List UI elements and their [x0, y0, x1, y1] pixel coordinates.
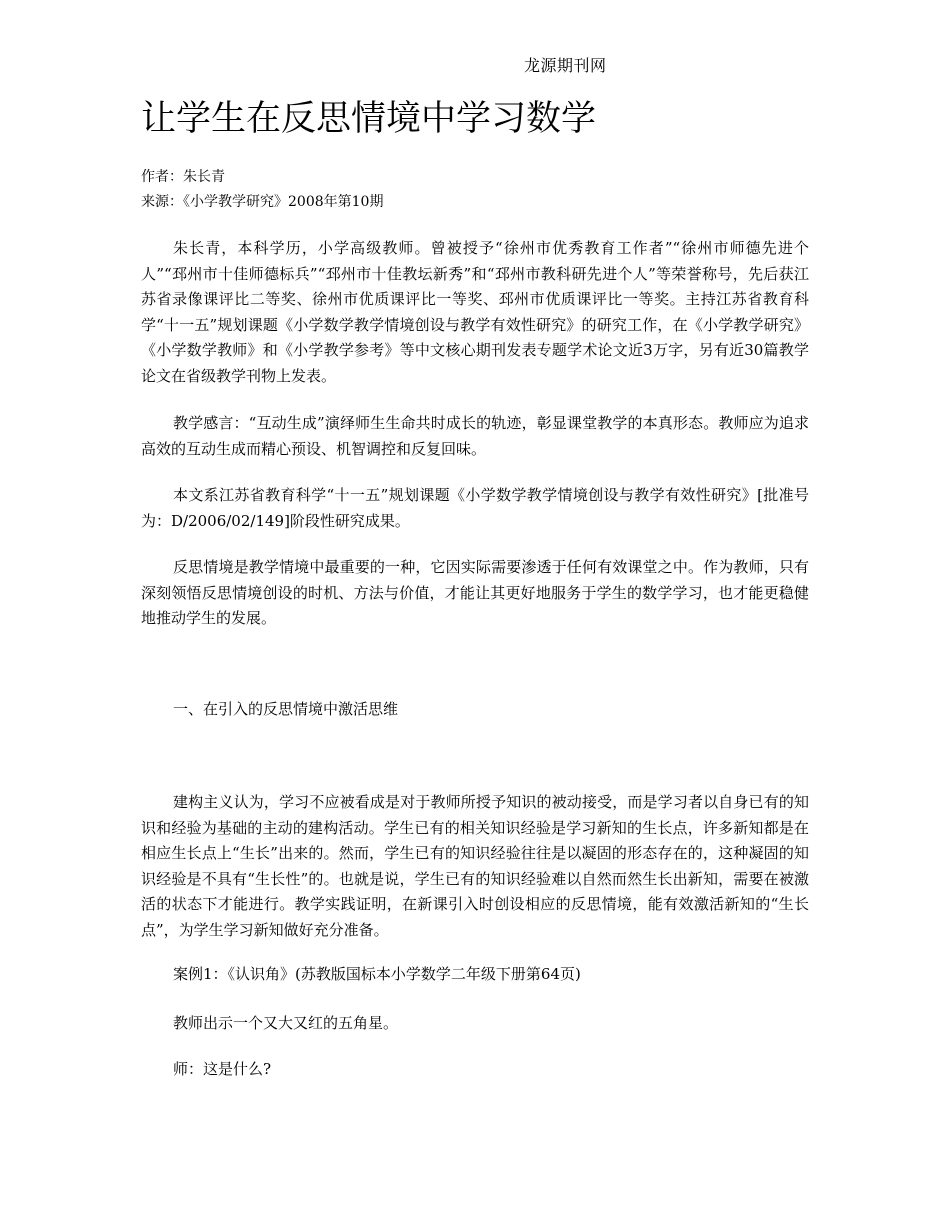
funding-note-paragraph: 本文系江苏省教育科学“十一五”规划课题《小学数学教学情境创设与教学有效性研究》[批准号为：D/2006/02/149]阶段性研究成果。	[141, 486, 809, 530]
author-line: 作者：朱长青	[141, 169, 225, 185]
body-paragraph: 建构主义认为，学习不应被看成是对于教师所授予知识的被动接受，而是学习者以自身已有的知识和经验为基础的主动的建构活动。学生已有的相关知识经验是学习新知的生长点，许多新知都是在相应生长点上“生长”出来的。然而，学生已有的知识经验往往是以凝固的形态存在的，这种凝固的知识经验是不具有“生长性”的。也就是说，学生已有的知识经验难以自然而然生长出新知，需要在被激活的状态下才能进行。教学实践证明，在新课引入时创设相应的反思情境，能有效激活新知的“生长点”，为学生学习新知做好充分准备。	[141, 793, 809, 939]
dialogue-line: 师：这是什么?	[173, 1060, 272, 1078]
article-title: 让学生在反思情境中学习数学	[141, 99, 597, 139]
teaching-statement-paragraph: 教学感言：“互动生成”演绎师生生命共时成长的轨迹，彰显课堂教学的本真形态。教师应为追求高效的互动生成而精心预设、机智调控和反复回味。	[141, 414, 809, 458]
case-heading: 案例1：《认识角》(苏教版国标本小学数学二年级下册第64页)	[173, 965, 581, 983]
source-line: 来源：《小学教学研究》2008年第10期	[141, 194, 384, 210]
author-bio-paragraph: 朱长青，本科学历，小学高级教师。曾被授予“徐州市优秀教育工作者”“徐州市师德先进个人”“邳州市十佳师德标兵”“邳州市十佳教坛新秀”和“邳州市教科研先进个人”等荣誉称号，先后获江苏省录像课评比二等奖、徐州市优质课评比一等奖、邳州市优质课评比一等奖。主持江苏省教育科学“十一五”规划课题《小学数学教学情境创设与教学有效性研究》的研究工作，在《小学教学研究》《小学数学教师》和《小学教学参考》等中文核心期刊发表专题学术论文近3万字，另有近30篇教学论文在省级教学刊物上发表。	[141, 239, 809, 385]
body-paragraph: 教师出示一个又大又红的五角星。	[173, 1014, 399, 1032]
intro-paragraph: 反思情境是教学情境中最重要的一种，它因实际需要渗透于任何有效课堂之中。作为教师，只有深刻领悟反思情境创设的时机、方法与价值，才能让其更好地服务于学生的数学学习，也才能更稳健地推动学生的发展。	[141, 558, 809, 628]
site-name: 龙源期刊网	[524, 56, 607, 75]
section-heading: 一、在引入的反思情境中激活思维	[173, 700, 399, 718]
